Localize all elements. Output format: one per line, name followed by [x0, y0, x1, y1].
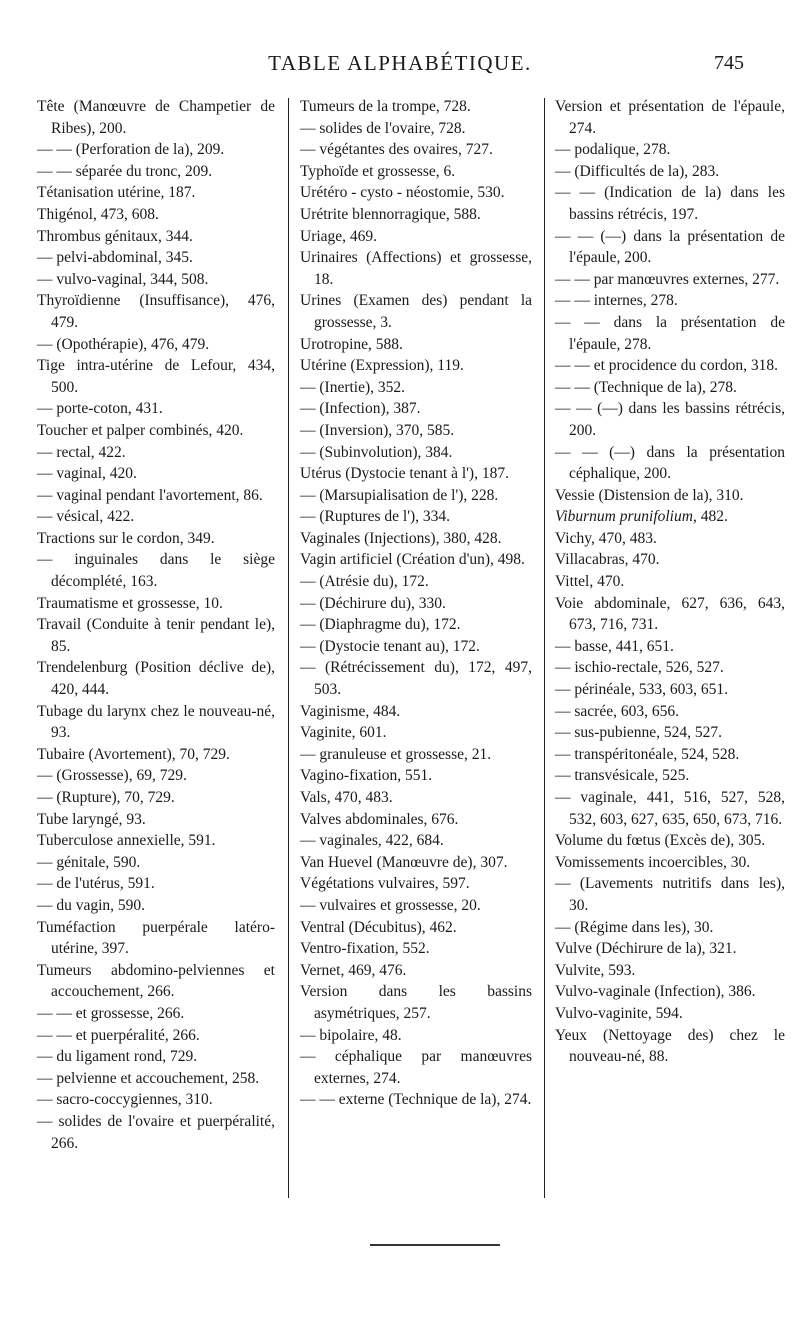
- page-header: [0, 48, 800, 78]
- index-entry: — (Difficultés de la), 283.: [555, 162, 720, 180]
- index-entry: — sus-pubienne, 524, 527.: [555, 724, 723, 742]
- index-entry: Traumatisme et grossesse, 10.: [37, 594, 223, 612]
- index-entry: Vulvo-vaginite, 594.: [555, 1004, 683, 1022]
- index-entry: — vulvaires et grossesse, 20.: [300, 896, 481, 914]
- index-entry: — vésical, 422.: [37, 508, 135, 526]
- index-entry: Thigénol, 473, 608.: [37, 205, 159, 223]
- index-entry: Vals, 470, 483.: [300, 789, 393, 806]
- index-entry: — transpéritonéale, 524, 528.: [555, 745, 740, 763]
- index-entry: — porte-coton, 431.: [37, 400, 163, 418]
- index-entry: — (Lavements nutritifs dans les), 30.: [555, 875, 785, 914]
- index-entry: — (Inertie), 352.: [300, 378, 406, 396]
- index-entry: Tête (Manœuvre de Champetier de Ribes), 200.: [37, 98, 275, 137]
- page-title: TABLE ALPHABÉTIQUE.: [268, 51, 532, 75]
- index-entry: Yeux (Nettoyage des) chez le nouveau-né, 88.: [555, 1026, 785, 1066]
- index-entry: — — internes, 278.: [555, 292, 678, 310]
- index-entry: Tube laryngé, 93.: [37, 810, 146, 828]
- index-entry: Thyroïdienne (Insuffisance), 476, 479.: [37, 292, 275, 331]
- index-entry: — périnéale, 533, 603, 651.: [555, 681, 729, 699]
- index-entry: Tractions sur le cordon, 349.: [37, 529, 215, 547]
- index-column-2: [300, 96, 532, 1111]
- index-entry: — génitale, 590.: [37, 853, 141, 871]
- index-entry: — du vagin, 590.: [37, 896, 146, 914]
- column-divider-2: [544, 98, 545, 1198]
- bottom-rule: [370, 1244, 500, 1246]
- index-entry: Ventral (Décubitus), 462.: [300, 918, 457, 936]
- index-column-1: [37, 96, 275, 1154]
- index-entry: — — (—) dans la présentation céphalique, 200.: [555, 443, 785, 483]
- index-entry: — (Rétrécissement du), 172, 497, 503.: [300, 659, 532, 699]
- column-divider-1: [288, 98, 289, 1198]
- index-entry: Ventro-fixation, 552.: [300, 940, 430, 958]
- index-entry: — (Régime dans les), 30.: [555, 918, 714, 936]
- index-entry: — sacrée, 603, 656.: [555, 702, 679, 720]
- index-entry: — (Inversion), 370, 585.: [300, 421, 455, 439]
- index-entry: Thrombus génitaux, 344.: [37, 227, 193, 245]
- index-entry: — solides de l'ovaire, 728.: [300, 119, 466, 137]
- index-entry: Vulve (Déchirure de la), 321.: [555, 940, 737, 958]
- index-entry: Toucher et palper combinés, 420.: [37, 421, 244, 439]
- index-entry: Tubage du larynx chez le nouveau-né, 93.: [37, 702, 275, 742]
- index-entry: Tumeurs de la trompe, 728.: [300, 98, 471, 115]
- index-entry: — (Rupture), 70, 729.: [37, 789, 175, 806]
- index-entry: — (Atrésie du), 172.: [300, 573, 429, 591]
- index-entry: — (Ruptures de l'), 334.: [300, 508, 451, 526]
- index-entry: Uriage, 469.: [300, 227, 378, 245]
- index-entry: — inguinales dans le siège décomplété, 163.: [37, 551, 275, 591]
- index-entry: — (Diaphragme du), 172.: [300, 616, 461, 634]
- index-entry: — vaginal pendant l'avortement, 86.: [37, 486, 263, 504]
- index-entry: Urinaires (Affections) et grossesse, 18.: [300, 249, 532, 288]
- index-entry: — transvésicale, 525.: [555, 767, 690, 785]
- index-entry: — (Grossesse), 69, 729.: [37, 767, 187, 785]
- index-entry: — vaginales, 422, 684.: [300, 832, 444, 850]
- index-entry: — pelvienne et accouchement, 258.: [37, 1069, 260, 1087]
- index-entry: — (Opothérapie), 476, 479.: [37, 335, 210, 353]
- index-entry: — vaginal, 420.: [37, 465, 137, 483]
- index-entry: — — (Perforation de la), 209.: [37, 141, 225, 159]
- index-entry: — — et grossesse, 266.: [37, 1004, 185, 1022]
- index-entry: Tumeurs abdomino-pelviennes et accouchement, 266.: [37, 961, 275, 1001]
- index-entry: — bipolaire, 48.: [300, 1026, 402, 1044]
- index-entry: — — et puerpéralité, 266.: [37, 1026, 200, 1044]
- index-entry: — (Marsupialisation de l'), 228.: [300, 486, 499, 504]
- index-entry: — (Déchirure du), 330.: [300, 594, 446, 612]
- index-entry: Vagin artificiel (Création d'un), 498.: [300, 551, 525, 569]
- index-entry: — — dans la présentation de l'épaule, 278.: [555, 313, 785, 353]
- index-entry: Tétanisation utérine, 187.: [37, 184, 196, 202]
- index-entry: — de l'utérus, 591.: [37, 875, 155, 893]
- index-entry: — — par manœuvres externes, 277.: [555, 270, 780, 288]
- index-entry: Utérus (Dystocie tenant à l'), 187.: [300, 465, 509, 483]
- index-entry: Vichy, 470, 483.: [555, 529, 657, 547]
- index-entry: — — séparée du tronc, 209.: [37, 162, 213, 180]
- index-entry: Version et présentation de l'épaule, 274.: [555, 98, 785, 137]
- index-entry: — céphalique par manœuvres externes, 274.: [300, 1048, 532, 1087]
- index-entry: Voie abdominale, 627, 636, 643, 673, 716, 731.: [555, 594, 785, 634]
- index-entry: — pelvi-abdominal, 345.: [37, 249, 193, 267]
- index-entry: Vagino-fixation, 551.: [300, 767, 433, 785]
- index-entry: — podalique, 278.: [555, 141, 671, 159]
- index-entry: Vomissements incoercibles, 30.: [555, 853, 751, 871]
- index-entry: Tubaire (Avortement), 70, 729.: [37, 745, 230, 763]
- index-entry: Urétrite blennorragique, 588.: [300, 205, 481, 223]
- index-entry: Vittel, 470.: [555, 573, 625, 591]
- index-entry: — — (Technique de la), 278.: [555, 378, 737, 396]
- index-entry: Végétations vulvaires, 597.: [300, 875, 470, 893]
- page-number: 745: [714, 52, 744, 74]
- index-entry: Vernet, 469, 476.: [300, 961, 407, 979]
- index-entry: — ischio-rectale, 526, 527.: [555, 659, 724, 677]
- index-entry: Travail (Conduite à tenir pendant le), 85.: [37, 616, 275, 655]
- index-entry: Urotropine, 588.: [300, 335, 403, 353]
- index-entry: Utérine (Expression), 119.: [300, 357, 464, 375]
- index-entry: — vaginale, 441, 516, 527, 528, 532, 603, 627, 635, 650, 673, 716.: [555, 789, 785, 828]
- index-entry: — (Subinvolution), 384.: [300, 443, 453, 461]
- index-entry: — — (—) dans la présentation de l'épaule, 200.: [555, 227, 785, 267]
- index-entry: Typhoïde et grossesse, 6.: [300, 162, 456, 180]
- index-entry: Version dans les bassins asymétriques, 257.: [300, 983, 532, 1022]
- index-entry: — granuleuse et grossesse, 21.: [300, 745, 492, 763]
- index-column-3: [555, 96, 785, 1068]
- index-entry: Trendelenburg (Position déclive de), 420, 444.: [37, 659, 275, 699]
- index-entry: — (Dystocie tenant au), 172.: [300, 637, 480, 655]
- index-entry: Villacabras, 470.: [555, 551, 660, 569]
- index-entry: Valves abdominales, 676.: [300, 810, 459, 828]
- index-entry: — — (—) dans les bassins rétrécis, 200.: [555, 400, 785, 439]
- index-entry: Volume du fœtus (Excès de), 305.: [555, 832, 766, 850]
- index-entry: — du ligament rond, 729.: [37, 1048, 198, 1066]
- index-entry: Vaginisme, 484.: [300, 702, 401, 720]
- index-entry: Van Huevel (Manœuvre de), 307.: [300, 853, 508, 871]
- index-entry: — végétantes des ovaires, 727.: [300, 141, 493, 159]
- index-entry: Urines (Examen des) pendant la grossesse, 3.: [300, 292, 532, 331]
- index-entry: — — et procidence du cordon, 318.: [555, 357, 778, 375]
- index-entry: Tuméfaction puerpérale latéro-utérine, 397.: [37, 918, 275, 958]
- index-entry: Vaginales (Injections), 380, 428.: [300, 529, 502, 547]
- index-entry: — vulvo-vaginal, 344, 508.: [37, 270, 209, 288]
- index-entry: — (Infection), 387.: [300, 400, 421, 418]
- index-entry: — — (Indication de la) dans les bassins rétrécis, 197.: [555, 184, 785, 223]
- index-entry: Vaginite, 601.: [300, 724, 387, 742]
- index-entry: Urétéro - cysto - néostomie, 530.: [300, 184, 505, 202]
- index-entry: — basse, 441, 651.: [555, 637, 674, 655]
- index-entry: — sacro-coccygiennes, 310.: [37, 1091, 213, 1109]
- index-entry: Vessie (Distension de la), 310.: [555, 486, 744, 504]
- index-entry: Tige intra-utérine de Lefour, 434, 500.: [37, 357, 275, 396]
- index-entry: Tuberculose annexielle, 591.: [37, 832, 216, 850]
- index-entry: — solides de l'ovaire et puerpéralité, 266.: [37, 1112, 275, 1152]
- index-entry: Vulvite, 593.: [555, 961, 636, 979]
- index-entry: — rectal, 422.: [37, 443, 126, 461]
- index-entry: — — externe (Technique de la), 274.: [300, 1091, 532, 1109]
- index-entry: Viburnum prunifolium, 482.: [555, 508, 728, 526]
- index-entry: Vulvo-vaginale (Infection), 386.: [555, 983, 756, 1001]
